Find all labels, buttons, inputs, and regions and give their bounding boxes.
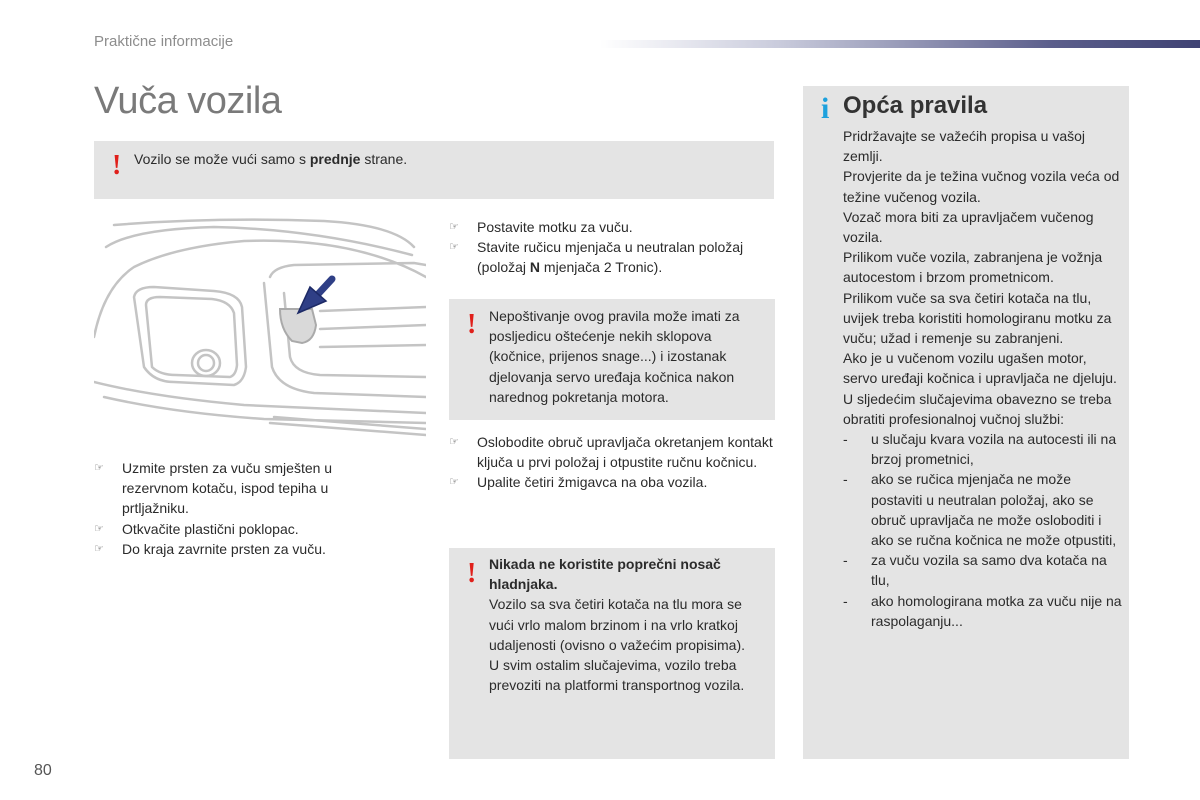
page-title: Vuča vozila	[94, 80, 282, 122]
bottom-warning-para-1: Vozilo sa sva četiri kotača na tlu mora se vući vrlo malom brzinom i na vrlo kratkoj udaljenosti (ovisno o važećim propisima).	[489, 596, 745, 653]
warning-icon: !	[467, 558, 477, 589]
section-header: Praktične informacije	[94, 33, 234, 50]
list-item: ☞ Postavite motku za vuču.	[449, 217, 775, 237]
list-item: - ako homologirana motka za vuču nije na raspolaganju...	[843, 591, 1123, 631]
list-item: - u slučaju kvara vozila na autocesti ili na brzoj prometnici,	[843, 429, 1123, 469]
info-cases-list	[843, 429, 1123, 631]
top-warning-box	[94, 141, 774, 199]
list-item: ☞ Do kraja zavrnite prsten za vuču.	[94, 539, 364, 559]
mid-steps-list-2	[449, 432, 775, 493]
info-paragraph: Prilikom vuče vozila, zabranjena je vožnja autocestom i brzom prometnicom.	[843, 249, 1103, 286]
mid-steps-list-1	[449, 217, 775, 278]
mid-warning-text: Nepoštivanje ovog pravila može imati za posljedicu oštećenje nekih sklopova (kočnice, prijenos snage...) i izostanak djelovanja servo uređaja kočnica nakon narednog pokretanja motora.	[489, 308, 740, 405]
info-box-body	[843, 126, 1123, 631]
left-steps-list	[94, 458, 364, 559]
bottom-warning-heading: Nikada ne koristite poprečni nosač hladnjaka.	[489, 556, 721, 593]
info-paragraph: Provjerite da je težina vučnog vozila veća od težine vučenog vozila.	[843, 168, 1120, 205]
info-icon: i	[821, 92, 830, 125]
list-item: ☞ Upalite četiri žmigavca na oba vozila.	[449, 472, 775, 492]
list-item: - ako se ručica mjenjača ne može postaviti u neutralan položaj, ako se obruč upravljača ne može osloboditi i ako se ručna kočnica ne može otpustiti,	[843, 469, 1123, 550]
warning-icon: !	[112, 150, 122, 181]
bottom-warning-para-2: U svim ostalim slučajevima, vozilo treba prevoziti na platformi transportnog vozila.	[489, 657, 745, 694]
page-number: 80	[34, 762, 52, 779]
list-item: ☞ Uzmite prsten za vuču smješten u rezervnom kotaču, ispod tepiha u prtljažniku.	[94, 458, 364, 519]
warning-icon: !	[467, 309, 477, 340]
info-box-title: Opća pravila	[843, 92, 988, 119]
car-front-drawing	[94, 217, 426, 439]
info-paragraph: Prilikom vuče sa sva četiri kotača na tlu, uvijek treba koristiti homologiranu motku za vuču; užad i remenje su zabranjeni.	[843, 289, 1112, 347]
info-paragraph: Pridržavajte se važećih propisa u vašoj zemlji.	[843, 128, 1086, 165]
list-item: ☞ Stavite ručicu mjenjača u neutralan položaj (položaj N mjenjača 2 Tronic).	[449, 237, 775, 277]
list-item: ☞ Otkvačite plastični poklopac.	[94, 519, 364, 539]
tow-ring-illustration	[94, 217, 426, 439]
info-paragraph: Ako je u vučenom vozilu ugašen motor, servo uređaji kočnica i upravljača ne djeluju.	[843, 350, 1117, 387]
list-item: ☞ Oslobodite obruč upravljača okretanjem kontakt ključa u prvi položaj i otpustite ručnu kočnicu.	[449, 432, 775, 472]
bottom-warning-box	[449, 548, 775, 759]
bottom-warning-text	[489, 554, 767, 695]
header-decor-bar	[600, 40, 1200, 48]
info-paragraph: Vozač mora biti za upravljačem vučenog vozila.	[843, 208, 1094, 246]
info-box	[803, 86, 1129, 759]
top-warning-text: Vozilo se može vući samo s prednje strane.	[134, 151, 408, 167]
info-paragraph: U sljedećim slučajevima obavezno se treba obratiti profesionalnoj vučnoj službi:	[843, 390, 1112, 427]
mid-warning-box	[449, 299, 775, 420]
list-item: - za vuču vozila sa samo dva kotača na tlu,	[843, 550, 1123, 590]
